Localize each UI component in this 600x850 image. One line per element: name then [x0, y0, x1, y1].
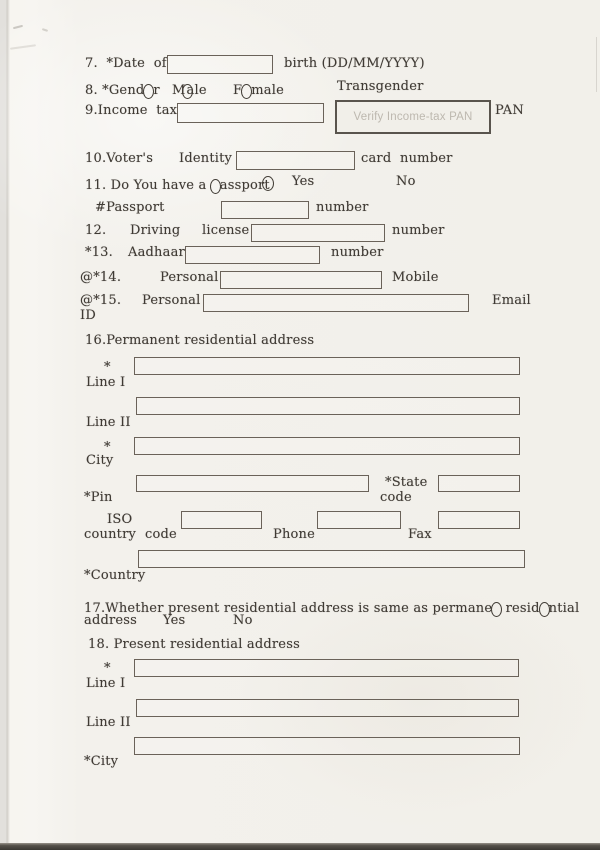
mobile-suffix: Mobile — [392, 270, 439, 285]
same-address-radio-no[interactable] — [539, 602, 550, 617]
license-label: license — [202, 223, 250, 238]
perm-state-code-input[interactable] — [438, 475, 520, 492]
passport-question-label — [85, 174, 270, 194]
pres-city-label: *City — [84, 754, 119, 769]
same-address-radio-yes[interactable] — [491, 602, 502, 617]
passport-no-label: No — [396, 174, 416, 189]
email-id-label: ID — [80, 308, 96, 323]
state-code-label: code — [380, 490, 412, 505]
perm-city-input[interactable] — [134, 437, 520, 455]
pres-line1-label: Line I — [86, 676, 126, 691]
driving-license-suffix: number — [392, 223, 445, 238]
same-address-no-label: No — [233, 613, 253, 628]
dob-label: 7. *Date of — [85, 56, 167, 71]
mobile-personal-label: Personal — [160, 270, 219, 285]
female-label-part2: male — [251, 83, 284, 98]
pencil-mark — [13, 25, 23, 29]
gender-radio-3[interactable] — [241, 84, 252, 99]
aadhaar-num-label: *13. — [85, 245, 113, 260]
state-label: *State — [385, 475, 428, 490]
gender-radio-2[interactable] — [182, 84, 193, 99]
perm-city-label: City — [86, 453, 114, 468]
email-input[interactable] — [203, 294, 469, 312]
pres-line1-input[interactable] — [134, 659, 519, 677]
dob-input[interactable] — [167, 55, 273, 74]
present-address-heading: 18. Present residential address — [88, 637, 300, 652]
email-personal-label: Personal — [142, 293, 201, 308]
passport-radio-2[interactable] — [262, 176, 274, 191]
pin-label: *Pin — [84, 490, 113, 505]
iso-country-label: country — [84, 527, 137, 542]
gender-label-part1: 8. *Gend — [85, 83, 145, 98]
mobile-input[interactable] — [220, 271, 382, 289]
pres-line2-label: Line II — [86, 715, 131, 730]
paper-bottom-edge — [0, 843, 600, 850]
paper-crease — [596, 37, 597, 92]
gender-option-male — [172, 79, 207, 99]
perm-pin-input[interactable] — [136, 475, 369, 492]
same-address-line2-label: address — [84, 613, 138, 628]
passport-question-part2: assport — [219, 178, 270, 193]
gender-label — [85, 79, 160, 99]
gender-option-transgender: Transgender — [337, 79, 424, 94]
male-label-part1: M — [172, 83, 186, 98]
same-address-part2: resid — [501, 601, 540, 616]
driving-label: Driving — [130, 223, 181, 238]
gender-radio-1[interactable] — [143, 84, 154, 99]
income-tax-label: 9.Income tax — [85, 103, 178, 118]
perm-line2-label: Line II — [86, 415, 131, 430]
passport-number-suffix: number — [316, 200, 369, 215]
verify-pan-button[interactable]: Verify Income-tax PAN — [335, 100, 491, 134]
gender-option-female — [233, 79, 284, 99]
country-label: *Country — [84, 568, 146, 583]
perm-line2-input[interactable] — [136, 397, 520, 415]
pres-line2-input[interactable] — [136, 699, 519, 717]
same-address-part1: 17.Whether present residential address is same as permane — [84, 601, 493, 616]
passport-number-label: #Passport — [95, 200, 165, 215]
aadhaar-input[interactable] — [185, 246, 320, 264]
iso-label: ISO — [107, 512, 133, 527]
voter-id-input[interactable] — [236, 151, 355, 170]
voter-label: 10.Voter's — [85, 151, 154, 166]
iso-country-code-input[interactable] — [181, 511, 262, 529]
fax-label: Fax — [408, 527, 432, 542]
perm-country-input[interactable] — [138, 550, 525, 568]
mobile-num-label: @*14. — [80, 270, 122, 285]
fax-input[interactable] — [438, 511, 520, 529]
voter-card-number-label: card number — [361, 151, 453, 166]
female-label-part1: F — [233, 83, 243, 98]
passport-yes-label: Yes — [292, 174, 315, 189]
passport-number-input[interactable] — [221, 201, 309, 219]
perm-city-required-star: * — [104, 440, 111, 455]
phone-input[interactable] — [317, 511, 401, 529]
aadhaar-label: Aadhaar — [128, 245, 185, 260]
perm-line1-required-star: * — [104, 360, 111, 375]
pencil-mark — [42, 28, 48, 32]
aadhaar-suffix: number — [331, 245, 384, 260]
passport-radio-1[interactable] — [210, 179, 221, 194]
perm-line1-input[interactable] — [134, 357, 520, 375]
income-tax-pan-input[interactable] — [177, 103, 324, 123]
male-label-part2: ale — [186, 83, 207, 98]
passport-question-part1: 11. Do You have a — [85, 178, 211, 193]
same-address-yes-label: Yes — [163, 613, 186, 628]
driving-license-input[interactable] — [251, 224, 385, 242]
perm-line1-label: Line I — [86, 375, 126, 390]
pres-city-input[interactable] — [134, 737, 520, 755]
driving-license-num-label: 12. — [85, 223, 107, 238]
same-address-part3: ntial — [548, 601, 580, 616]
gender-label-part2: r — [153, 83, 160, 98]
email-suffix: Email — [492, 293, 531, 308]
voter-identity-label: Identity — [179, 151, 233, 166]
pan-label: PAN — [495, 103, 524, 118]
phone-label: Phone — [273, 527, 316, 542]
pres-line1-required-star: * — [104, 661, 111, 676]
permanent-address-heading: 16.Permanent residential address — [85, 333, 315, 348]
dob-format-label: birth (DD/MM/YYYY) — [284, 56, 425, 71]
iso-code-label: code — [145, 527, 177, 542]
pencil-mark — [10, 44, 36, 50]
email-num-label: @*15. — [80, 293, 122, 308]
same-address-question — [84, 597, 579, 617]
